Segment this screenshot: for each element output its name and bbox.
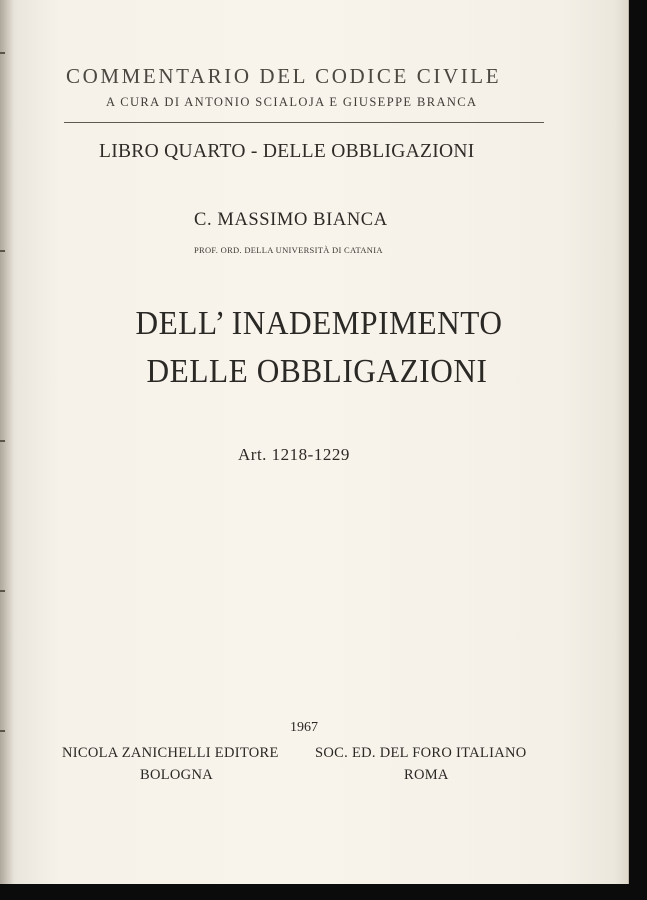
binding-mark <box>0 730 5 732</box>
binding-shadow <box>0 0 14 884</box>
publisher-right-city: ROMA <box>404 767 449 783</box>
series-title: COMMENTARIO DEL CODICE CIVILE <box>66 64 502 88</box>
main-title-line-2: DELLE OBBLIGAZIONI <box>146 353 488 390</box>
series-editors: A CURA DI ANTONIO SCIALOJA E GIUSEPPE BRANCA <box>106 95 478 109</box>
book-subtitle: LIBRO QUARTO - DELLE OBBLIGAZIONI <box>99 141 475 162</box>
publisher-left: NICOLA ZANICHELLI EDITORE <box>62 745 279 761</box>
publisher-right: SOC. ED. DEL FORO ITALIANO <box>315 745 527 761</box>
binding-mark <box>0 440 5 442</box>
main-title-line-1: DELL’ INADEMPIMENTO <box>135 305 503 342</box>
author-affiliation: PROF. ORD. DELLA UNIVERSITÀ DI CATANIA <box>194 245 383 255</box>
article-range: Art. 1218-1229 <box>238 445 350 464</box>
scan-background <box>0 884 647 900</box>
header-rule <box>64 122 544 123</box>
binding-mark <box>0 590 5 592</box>
binding-mark <box>0 52 5 54</box>
author-name: C. MASSIMO BIANCA <box>194 210 388 230</box>
publication-year: 1967 <box>290 720 318 735</box>
binding-mark <box>0 250 5 252</box>
publisher-left-city: BOLOGNA <box>140 767 213 783</box>
